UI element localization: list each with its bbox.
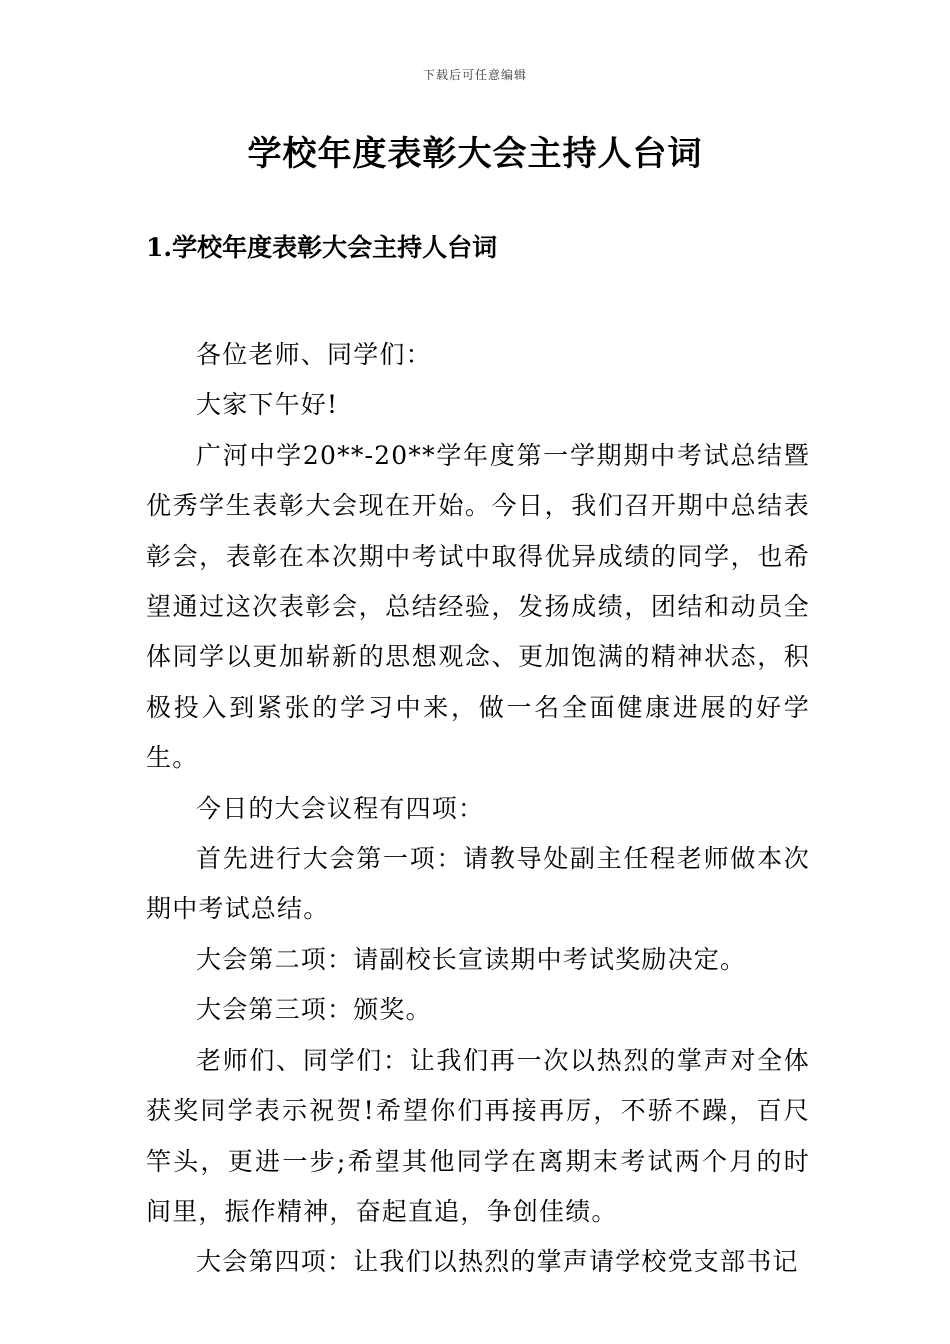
paragraph-opening: 广河中学20**-20**学年度第一学期期中考试总结暨优秀学生表彰大会现在开始。今日，我们召开期中总结表彰会，表彰在本次期中考试中取得优异成绩的同学，也希望通过这次表彰会，总结经验，发扬成绩，团结和动员全体同学以更加崭新的思想观念、更加饱满的精神状态，积极投入到紧张的学习中来，做一名全面健康进展的好学生。 xyxy=(146,440,810,773)
paragraph-agenda-intro: 今日的大会议程有四项： xyxy=(196,793,485,823)
paragraph-agenda-item-2: 大会第二项：请副校长宣读期中考试奖励决定。 xyxy=(196,944,747,974)
paragraph-greeting: 各位老师、同学们： xyxy=(196,340,432,369)
paragraph-hello: 大家下午好! xyxy=(196,390,339,420)
section-heading: 1.学校年度表彰大会主持人台词 xyxy=(146,233,498,262)
header-note: 下载后可任意编辑 xyxy=(422,68,527,82)
paragraph-agenda-item-4: 大会第四项：让我们以热烈的掌声请学校党支部书记 xyxy=(196,1247,799,1277)
paragraph-agenda-item-1: 首先进行大会第一项：请教导处副主任程老师做本次期中考试总结。 xyxy=(146,844,810,924)
paragraph-agenda-item-3: 大会第三项：颁奖。 xyxy=(196,995,432,1025)
paragraph-congratulations: 老师们、同学们：让我们再一次以热烈的掌声对全体获奖同学表示祝贺!希望你们再接再厉，不骄不躁，百尺竿头，更进一步;希望其他同学在离期末考试两个月的时间里，振作精神，奋起直追，争创佳绩。 xyxy=(146,1045,810,1226)
document-title: 学校年度表彰大会主持人台词 xyxy=(247,134,703,174)
body-text xyxy=(146,330,810,1288)
